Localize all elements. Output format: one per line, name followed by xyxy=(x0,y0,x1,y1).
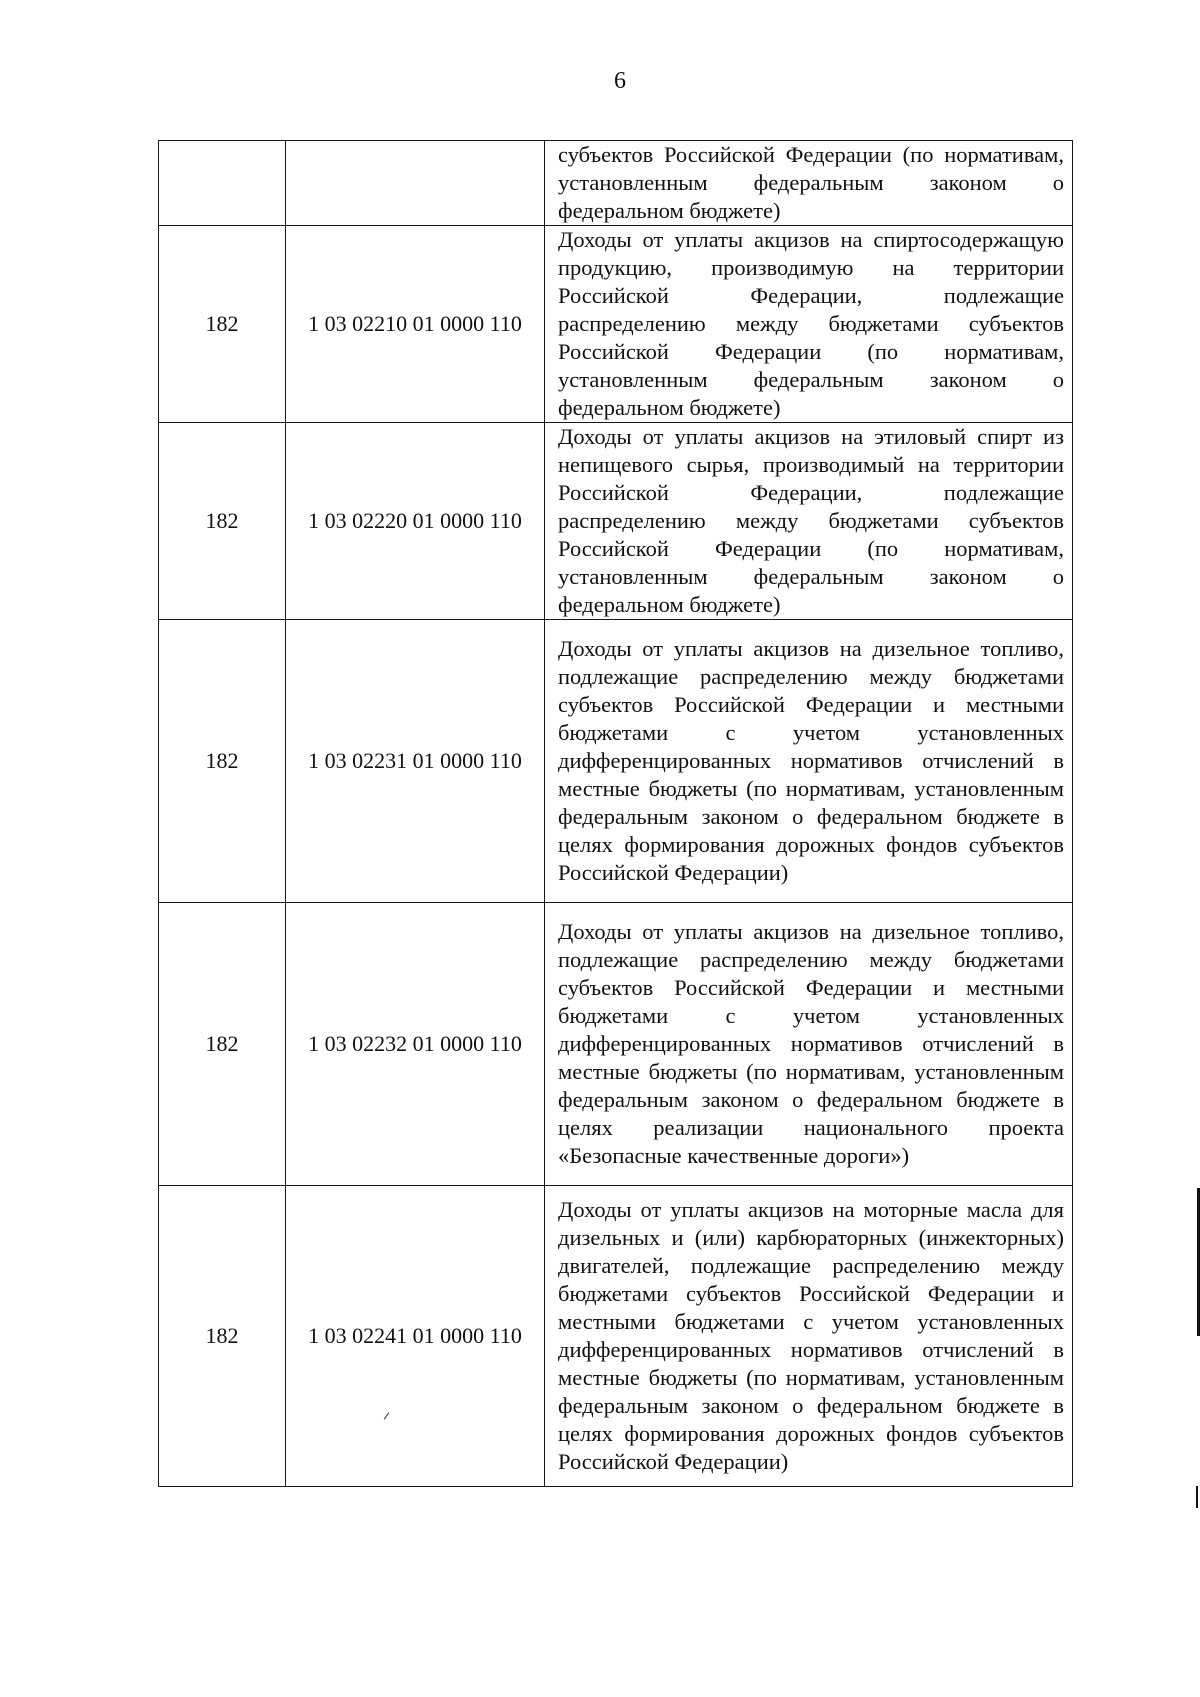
budget-code-cell: 1 03 02220 01 0000 110 xyxy=(286,423,545,620)
budget-code-cell xyxy=(286,141,545,226)
budget-code-cell: 1 03 02232 01 0000 110 xyxy=(286,903,545,1186)
revenue-name-cell: Доходы от уплаты акцизов на дизельное топливо, подлежащие распределению между бюджетами субъектов Российской Федерации и местными бюджетами с учетом установленных дифференцированных нормативов отчислений в местные бюджеты (по нормативам, установленным федеральным законом о федеральном бюджете в целях реализации национального проекта «Безопасные качественные дороги») xyxy=(545,903,1073,1186)
revenue-name-cell: субъектов Российской Федерации (по нормативам, установленным федеральным законом о федеральном бюджете) xyxy=(545,141,1073,226)
revenue-name-cell: Доходы от уплаты акцизов на этиловый спирт из непищевого сырья, производимый на территории Российской Федерации, подлежащие распределению между бюджетами субъектов Российской Федерации (по нормативам, установленным федеральным законом о федеральном бюджете) xyxy=(545,423,1073,620)
scan-margin-mark xyxy=(1196,1486,1198,1508)
table-row xyxy=(159,226,1073,423)
table-row xyxy=(159,1186,1073,1487)
admin-code-cell: 182 xyxy=(159,423,286,620)
table-row xyxy=(159,620,1073,903)
admin-code-cell: 182 xyxy=(159,226,286,423)
budget-code-cell: 1 03 02241 01 0000 110 xyxy=(286,1186,545,1487)
admin-code-cell xyxy=(159,141,286,226)
table-row xyxy=(159,903,1073,1186)
revenue-name-cell: Доходы от уплаты акцизов на дизельное топливо, подлежащие распределению между бюджетами субъектов Российской Федерации и местными бюджетами с учетом установленных дифференцированных нормативов отчислений в местные бюджеты (по нормативам, установленным федеральным законом о федеральном бюджете в целях формирования дорожных фондов субъектов Российской Федерации) xyxy=(545,620,1073,903)
table-row xyxy=(159,423,1073,620)
admin-code-cell: 182 xyxy=(159,903,286,1186)
budget-code-cell: 1 03 02231 01 0000 110 xyxy=(286,620,545,903)
budget-code-cell: 1 03 02210 01 0000 110 xyxy=(286,226,545,423)
admin-code-cell: 182 xyxy=(159,1186,286,1487)
table-row xyxy=(159,141,1073,226)
revenue-name-cell: Доходы от уплаты акцизов на спиртосодержащую продукцию, производимую на территории Российской Федерации, подлежащие распределению между бюджетами субъектов Российской Федерации (по нормативам, установленным федеральным законом о федеральном бюджете) xyxy=(545,226,1073,423)
revenue-name-cell: Доходы от уплаты акцизов на моторные масла для дизельных и (или) карбюраторных (инжекторных) двигателей, подлежащие распределению между бюджетами субъектов Российской Федерации и местными бюджетами с учетом установленных дифференцированных нормативов отчислений в местные бюджеты (по нормативам, установленным федеральным законом о федеральном бюджете в целях формирования дорожных фондов субъектов Российской Федерации) xyxy=(545,1186,1073,1487)
admin-code-cell: 182 xyxy=(159,620,286,903)
revenue-codes-table xyxy=(158,140,1073,1487)
page-number: 6 xyxy=(614,68,626,94)
